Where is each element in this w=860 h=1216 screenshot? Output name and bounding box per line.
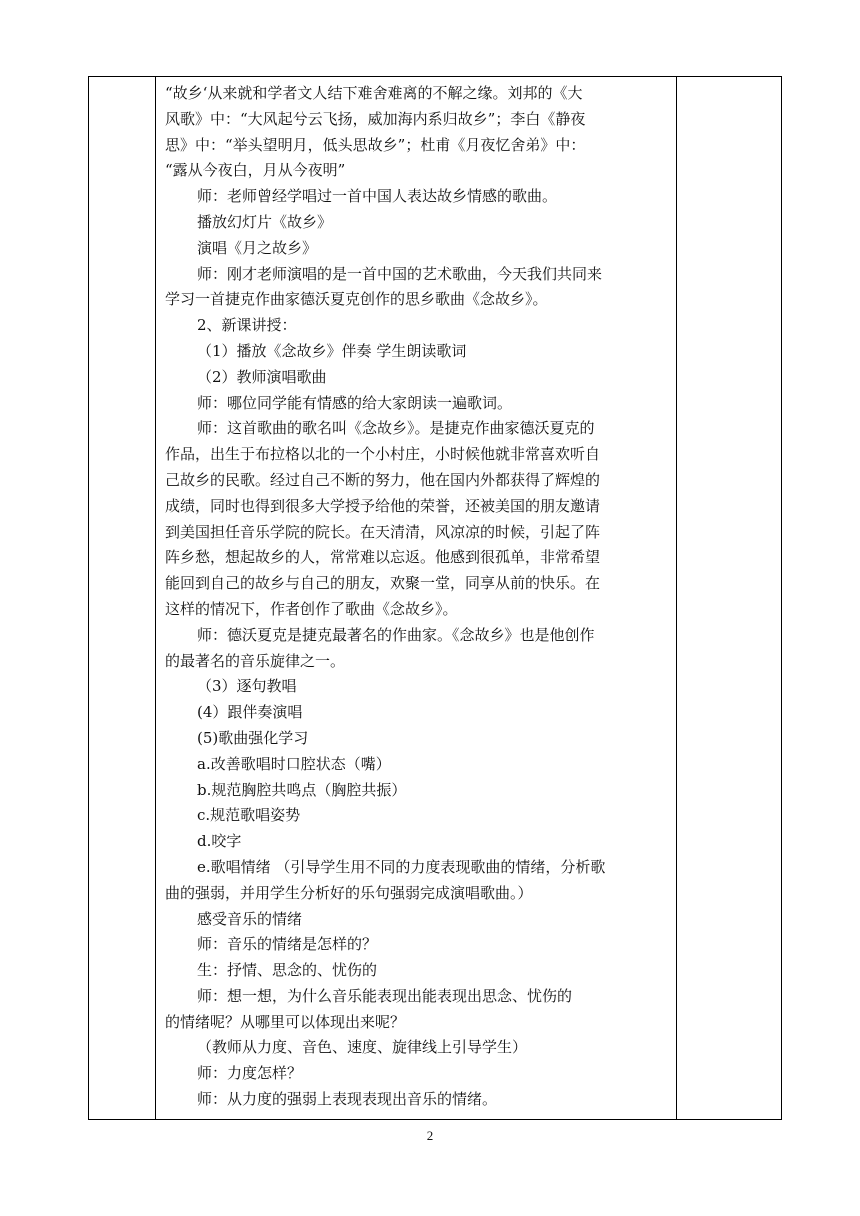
lesson-text (156, 77, 676, 1113)
text-line: 师：哪位同学能有情感的给大家朗读一遍歌词。 (197, 393, 513, 412)
text-line: 师：老师曾经学唱过一首中国人表达故乡情感的歌曲。 (197, 187, 558, 206)
text-line: “露从今夜白，月从今夜明” (165, 161, 346, 180)
text-line: 师：这首歌曲的歌名叫《念故乡》。是捷克作曲家德沃夏克的 (197, 419, 595, 438)
text-line: b.规范胸腔共鸣点（胸腔共振） (197, 780, 407, 799)
text-line: 这样的情况下，作者创作了歌曲《念故乡》。 (165, 599, 458, 618)
text-line: c.规范歌唱姿势 (197, 806, 301, 825)
text-line: （2）教师演唱歌曲 (197, 367, 327, 386)
text-line: 曲的强弱，并用学生分析好的乐句强弱完成演唱歌曲。） (165, 883, 533, 902)
text-line: 思》中：“举头望明月，低头思故乡”；杜甫《月夜忆舍弟》中： (165, 135, 586, 154)
text-line: （1）播放《念故乡》伴奏 学生朗读歌词 (197, 341, 467, 360)
lesson-plan-table (88, 76, 782, 1120)
text-line: 的情绪呢？从哪里可以体现出来呢？ (165, 1012, 406, 1031)
left-column-cell (89, 77, 156, 1120)
right-column-cell (677, 77, 782, 1120)
text-line: 风歌》中：“大风起兮云飞扬，威加海内系归故乡”；李白《静夜 (165, 109, 586, 128)
text-line: “故乡‘从来就和学者文人结下难舍难离的不解之缘。刘邦的《大 (165, 84, 583, 102)
text-line: 感受音乐的情绪 (197, 909, 303, 928)
text-line: 己故乡的民歌。经过自己不断的努力，他在国内外都获得了辉煌的 (165, 470, 601, 489)
text-line: 生：抒情、思念的、忧伤的 (197, 961, 378, 980)
text-line: (4）跟伴奏演唱 (197, 703, 303, 722)
text-line: (5)歌曲强化学习 (197, 728, 309, 747)
text-line: 师：德沃夏克是捷克最著名的作曲家。《念故乡》也是他创作 (197, 625, 595, 644)
text-line: a.改善歌唱时口腔状态（嘴） (197, 754, 391, 773)
text-line: （3）逐句教唱 (197, 677, 297, 696)
text-line: 能回到自己的故乡与自己的朋友，欢聚一堂，同享从前的快乐。在 (165, 574, 601, 593)
text-line: 作品，出生于布拉格以北的一个小村庄，小时候他就非常喜欢听自 (165, 445, 601, 464)
text-line: e.歌唱情绪 （引导学生用不同的力度表现歌曲的情绪，分析歌 (197, 857, 606, 876)
text-line: d.咬字 (197, 832, 242, 851)
text-line: 学习一首捷克作曲家德沃夏克创作的思乡歌曲《念故乡》。 (165, 290, 548, 309)
text-line: 师：想一想，为什么音乐能表现出能表现出思念、忧伤的 (197, 986, 573, 1005)
text-line: 成绩，同时也得到很多大学授予给他的荣誉，还被美国的朋友邀请 (165, 496, 601, 515)
text-line: 师：从力度的强弱上表现表现出音乐的情绪。 (197, 1090, 498, 1109)
page-number: 2 (426, 1128, 434, 1143)
text-line: 师：音乐的情绪是怎样的？ (197, 935, 378, 954)
text-line: 到美国担任音乐学院的院长。在天清清，风凉凉的时候，引起了阵 (165, 522, 601, 541)
text-line: 阵乡愁，想起故乡的人，常常难以忘返。他感到很孤单，非常希望 (165, 548, 601, 567)
text-line: 师：力度怎样？ (197, 1064, 303, 1083)
text-line: （教师从力度、音色、速度、旋律线上引导学生） (197, 1038, 528, 1057)
text-line: 播放幻灯片《故乡》 (197, 212, 333, 231)
text-line: 演唱《月之故乡》 (197, 238, 318, 257)
text-line: 师：刚才老师演唱的是一首中国的艺术歌曲，今天我们共同来 (197, 264, 603, 283)
text-line: 2、新课讲授： (197, 316, 297, 335)
text-line: 的最著名的音乐旋律之一。 (165, 651, 346, 670)
content-cell (156, 77, 677, 1120)
